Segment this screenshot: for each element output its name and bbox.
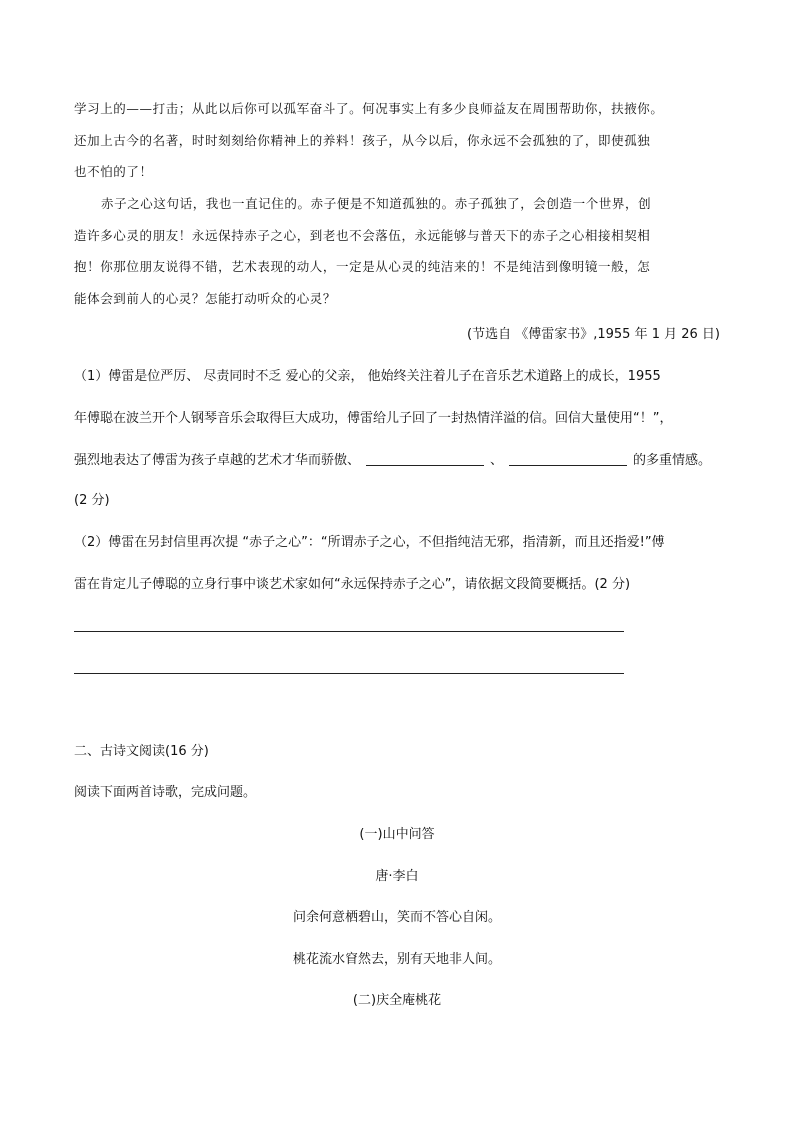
q1-line3 bbox=[74, 451, 711, 471]
passage-source: (节选自 《傅雷家书》,1955 年 1 月 26 日) bbox=[467, 327, 720, 342]
q1-line3-text-a: 强烈地表达了傅雷为孩子卓越的艺术才华而骄傲、 bbox=[74, 453, 361, 468]
passage-p2-line2: 造许多心灵的朋友！永远保持赤子之心，到老也不会落伍，永远能够与普天下的赤子之心相接相契相 bbox=[74, 228, 651, 243]
passage-p1-line3: 也不怕的了！ bbox=[74, 164, 153, 179]
q2-line1: （2）傅雷在另封信里再次提 “赤子之心”：“所谓赤子之心，不但指纯洁无邪，指清新，而且还指爱!”傅 bbox=[74, 535, 665, 550]
poem1-title: (一)山中问答 bbox=[359, 827, 435, 842]
q1-line1: （1）傅雷是位严厉、 尽责同时不乏 爱心的父亲， 他始终关注着儿子在音乐艺术道路上的成长，1955 bbox=[74, 369, 661, 384]
q1-line3-text-b: 的多重情感。 bbox=[633, 453, 712, 468]
poem1-author: 唐·李白 bbox=[375, 869, 419, 884]
q1-line3-separator: 、 bbox=[490, 453, 504, 468]
q1-line2: 年傅聪在波兰开个人钢琴音乐会取得巨大成功，傅雷给儿子回了一封热情洋溢的信。回信大量使用“！”， bbox=[74, 411, 673, 426]
poem2-title: (二)庆全庵桃花 bbox=[352, 993, 442, 1008]
passage-p1-line2: 还加上古今的名著，时时刻刻给你精神上的养料！孩子，从今以后，你永远不会孤独的了，即使孤独 bbox=[74, 133, 651, 148]
poem1-line2: 桃花流水窅然去，别有天地非人间。 bbox=[292, 952, 501, 967]
section2-title: 二、古诗文阅读(16 分) bbox=[74, 744, 209, 759]
passage-p2-line1: 赤子之心这句话，我也一直记住的。赤子便是不知道孤独的。赤子孤独了，会创造一个世界，创 bbox=[101, 196, 652, 211]
passage-p2-line4: 能体会到前人的心灵？怎能打动听众的心灵？ bbox=[74, 291, 337, 306]
poem1-line1: 问余何意栖碧山，笑而不答心自闲。 bbox=[292, 910, 501, 925]
answer-line-2[interactable] bbox=[74, 673, 624, 674]
q2-line2: 雷在肯定儿子傅聪的立身行事中谈艺术家如何“永远保持赤子之心”，请依据文段简要概括。(2 分) bbox=[74, 577, 631, 592]
answer-line-1[interactable] bbox=[74, 631, 624, 632]
answer-blank-1[interactable] bbox=[366, 451, 484, 466]
answer-blank-2[interactable] bbox=[509, 451, 627, 466]
passage-p1-line1: 学习上的——打击；从此以后你可以孤军奋斗了。何况事实上有多少良师益友在周围帮助你，扶掖你。 bbox=[74, 101, 664, 116]
section2-instruction: 阅读下面两首诗歌，完成问题。 bbox=[74, 785, 257, 800]
q1-score: (2 分) bbox=[74, 493, 110, 508]
passage-p2-line3: 抱！你那位朋友说得不错，艺术表现的动人，一定是从心灵的纯洁来的！不是纯洁到像明镜一般，怎 bbox=[74, 259, 651, 274]
